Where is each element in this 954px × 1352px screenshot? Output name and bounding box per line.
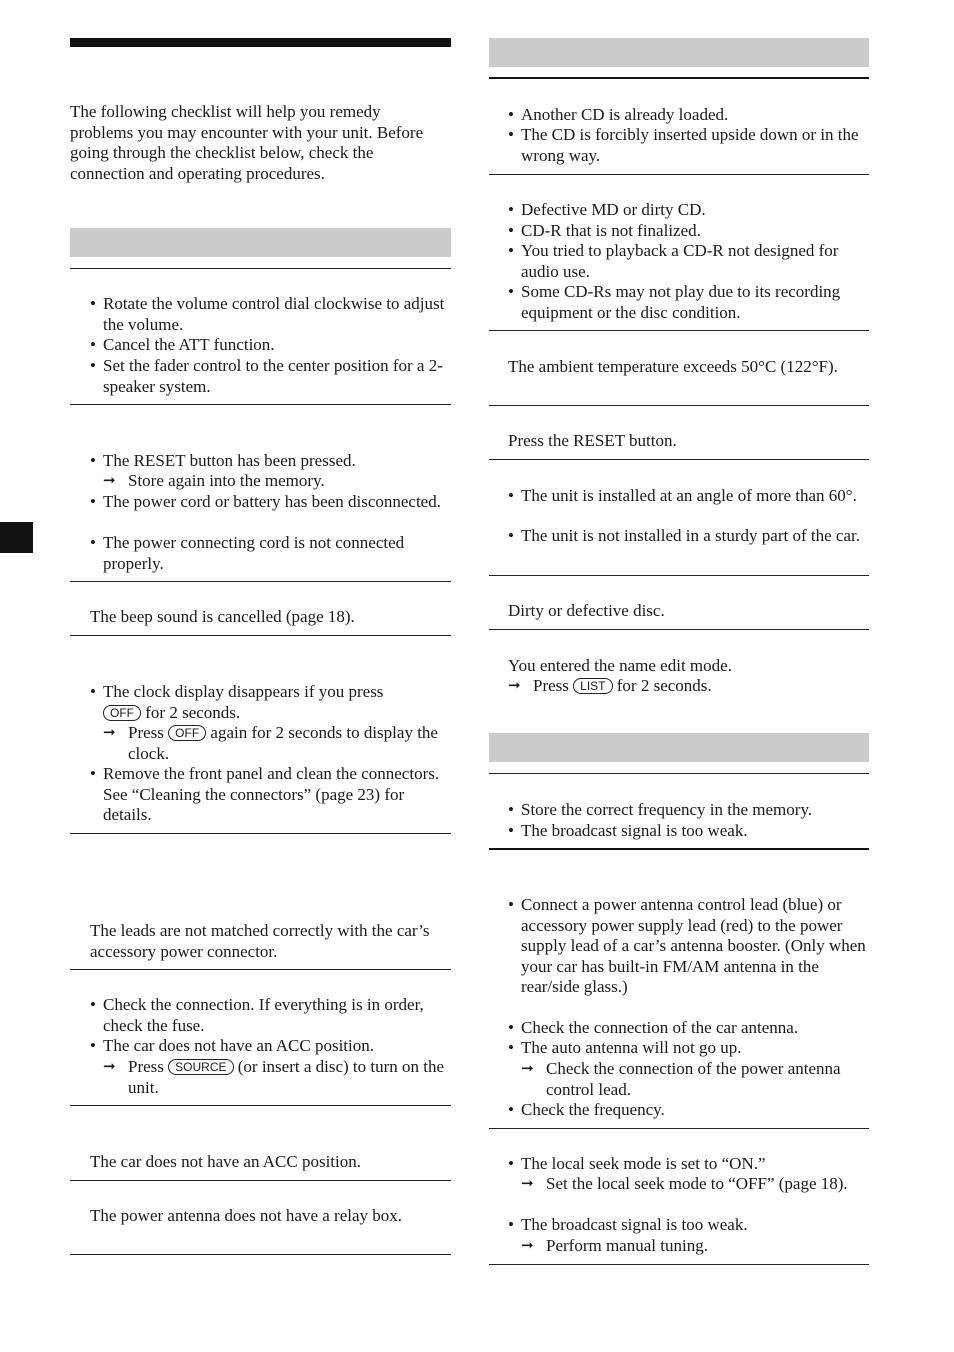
divider [70,833,451,834]
section-text: The ambient temperature exceeds 50°C (122°F). [508,357,838,376]
list-item-arrow: ➞ Press LIST for 2 seconds. [508,676,712,695]
list-item: • Check the frequency. [508,1100,665,1119]
list-item: • The car does not have an ACC position. [90,1036,375,1055]
divider [489,1128,869,1129]
list-item-arrow: ➞ Store again into the memory. [103,471,325,490]
list-item: • The CD is forcibly inserted upside down or in the wrong way. [508,125,859,165]
divider [70,268,451,269]
divider [70,1105,451,1106]
list-item: • The auto antenna will not go up. [508,1038,742,1057]
list-item: • Set the fader control to the center position for a 2-speaker system. [90,356,443,396]
section-header-bar-radio [489,733,869,762]
divider [489,575,869,576]
list-item: • The broadcast signal is too weak. [508,821,748,840]
list-item: • Check the connection. If everything is in order, check the fuse. [90,995,424,1035]
divider [70,404,451,405]
divider [70,635,451,636]
divider [489,174,869,175]
list-item: • The broadcast signal is too weak. [508,1215,748,1234]
off-key-icon: OFF [168,725,206,741]
list-item: • CD-R that is not finalized. [508,221,701,240]
list-item: • The unit is installed at an angle of more than 60°. [508,486,857,505]
list-item-arrow: ➞ Press OFF again for 2 seconds to display the clock. [103,723,438,763]
list-item-arrow: ➞ Set the local seek mode to “OFF” (page 18). [521,1174,848,1193]
section-header-bar-cd [489,38,869,67]
list-item: • Cancel the ATT function. [90,335,275,354]
page-edge-tab [0,522,33,553]
list-item: • You tried to playback a CD-R not designed for audio use. [508,241,839,281]
arrow-right-icon: ➞ [103,725,116,741]
arrow-right-icon: ➞ [521,1061,534,1077]
list-item: • The clock display disappears if you press OFF for 2 seconds. [90,682,384,722]
title-bar [70,38,451,47]
section-text: You entered the name edit mode. [508,656,732,675]
list-item-arrow: ➞ Press SOURCE (or insert a disc) to turn on the unit. [103,1057,445,1097]
divider [70,969,451,970]
list-item: • Rotate the volume control dial clockwise to adjust the volume. [90,294,445,334]
arrow-right-icon: ➞ [103,1059,116,1075]
divider [70,1180,451,1181]
list-item: • The unit is not installed in a sturdy part of the car. [508,526,860,545]
off-key-icon: OFF [103,705,141,721]
section-text: The beep sound is cancelled (page 18). [90,607,355,626]
list-item: • The power cord or battery has been disconnected. [90,492,441,511]
divider [489,330,869,331]
section-text: Dirty or defective disc. [508,601,665,620]
section-text: The car does not have an ACC position. [90,1152,362,1171]
arrow-right-icon: ➞ [521,1238,534,1254]
list-item: • Some CD-Rs may not play due to its recording equipment or the disc condition. [508,282,841,322]
source-key-icon: SOURCE [168,1059,233,1075]
divider [489,629,869,630]
list-item-arrow: ➞ Perform manual tuning. [521,1236,708,1255]
section-text: The power antenna does not have a relay box. [90,1206,403,1225]
section-header-bar-general [70,228,451,257]
divider [489,1264,869,1265]
section-text: Press the RESET button. [508,431,677,450]
list-item: • The power connecting cord is not connected properly. [90,533,405,573]
arrow-right-icon: ➞ [521,1176,534,1192]
list-item: • Connect a power antenna control lead (blue) or accessory power supply lead (red) to the power supply lead of a car’s antenna booster. (Only when your car has built-in FM/AM antenna in the rear/side glass.) [508,895,866,996]
list-item: • Defective MD or dirty CD. [508,200,706,219]
list-item: • Another CD is already loaded. [508,105,729,124]
divider [489,77,869,79]
list-item: • The RESET button has been pressed. [90,451,356,470]
divider [489,459,869,460]
arrow-right-icon: ➞ [103,473,116,489]
divider [489,773,869,774]
section-text: The leads are not matched correctly with the car’s accessory power connector. [90,921,430,961]
list-key-icon: LIST [573,678,612,694]
list-item: • The local seek mode is set to “ON.” [508,1154,766,1173]
divider [70,581,451,582]
divider [489,848,869,850]
list-item-arrow: ➞ Check the connection of the power antenna control lead. [521,1059,841,1099]
list-item: • Check the connection of the car antenna. [508,1018,799,1037]
divider [70,1254,451,1255]
list-item: • Remove the front panel and clean the connectors. See “Cleaning the connectors” (page 23) for details. [90,764,440,824]
intro-paragraph: The following checklist will help you remedy problems you may encounter with your unit. Before going through the checklist below, check the connection and operating procedures. [70,102,424,183]
list-item: • Store the correct frequency in the memory. [508,800,813,819]
arrow-right-icon: ➞ [508,678,521,694]
divider [489,405,869,406]
